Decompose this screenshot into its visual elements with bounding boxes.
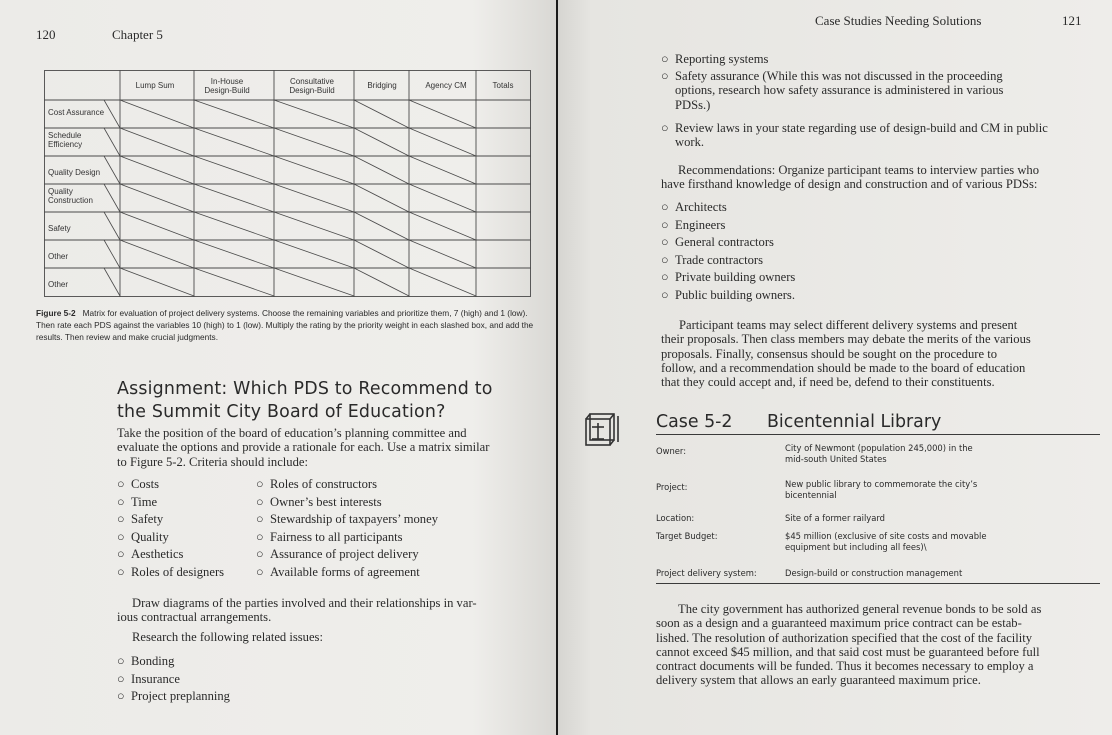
parties-list — [661, 199, 795, 305]
info-value-delivery-system: Design-build or construction management — [785, 568, 963, 578]
cell-slash — [120, 156, 194, 184]
cell-slash — [354, 156, 409, 184]
cell-slash — [274, 240, 354, 268]
matrix-col-header: In-House Design-Build — [204, 77, 250, 95]
cell-slash — [120, 268, 194, 296]
cell-slash — [409, 268, 476, 296]
cell-slash — [194, 156, 274, 184]
bullet-circle-icon: ○ — [256, 547, 264, 562]
text-line: ious contractual arrangements. — [117, 610, 272, 625]
cell-slash — [409, 156, 476, 184]
info-label-budget: Target Budget: — [656, 531, 718, 541]
matrix-col-header: Lump Sum — [135, 81, 175, 90]
info-label-delivery-system: Project delivery system: — [656, 568, 757, 578]
matrix-row-header: Other — [48, 280, 69, 289]
criteria-list-right — [256, 476, 438, 582]
bullet-circle-icon: ○ — [256, 564, 264, 579]
bullet-circle-icon: ○ — [117, 654, 125, 668]
cell-slash — [354, 212, 409, 240]
list-item: ○ Public building owners. — [661, 287, 795, 305]
bullet-circle-icon: ○ — [117, 512, 125, 527]
cell-slash — [409, 184, 476, 212]
row-header-slash — [104, 184, 120, 212]
list-item-review-laws: ○ Review laws in your state regarding use of design-build and CM in public work. — [661, 121, 1048, 150]
info-label-owner: Owner: — [656, 446, 687, 456]
bullet-circle-icon: ○ — [117, 671, 125, 686]
list-item: ○ General contractors — [661, 234, 795, 252]
list-item: ○ Roles of constructors — [256, 476, 438, 494]
research-paragraph: Research the following related issues: — [132, 630, 323, 644]
info-value-budget: $45 million (exclusive of site costs and movable equipment but including all fees)\ — [785, 531, 987, 552]
list-item: ○ Fairness to all participants — [256, 529, 438, 547]
text-line: to Figure 5-2. Criteria should include: — [117, 454, 308, 469]
text-line: evaluate the options and provide a rationale for each. Use a matrix similar — [117, 440, 490, 455]
bullet-circle-icon: ○ — [117, 689, 125, 704]
bullet-circle-icon: ○ — [661, 121, 669, 135]
bullet-circle-icon: ○ — [117, 477, 125, 491]
matrix-row-header: Safety — [48, 224, 71, 233]
info-table-rule — [656, 583, 1100, 584]
list-item-safety: ○ Safety assurance (While this was not discussed in the proceeding options, research how safety assurance is administered in various PDSs.) — [661, 69, 1004, 112]
page-number-left: 120 — [36, 27, 56, 42]
criteria-list-left — [117, 476, 224, 582]
list-item: ○ Private building owners — [661, 269, 795, 287]
bullet-circle-icon: ○ — [117, 547, 125, 562]
cell-slash — [274, 268, 354, 296]
bullet-circle-icon: ○ — [256, 512, 264, 527]
case-title-rule — [656, 434, 1100, 435]
cell-slash — [120, 128, 194, 156]
list-item: ○ Available forms of agreement — [256, 564, 438, 582]
matrix-row-header: Quality Construction — [48, 187, 93, 205]
text-line: Take the position of the board of education’s planning committee and — [117, 426, 467, 440]
recommendations-paragraph: Recommendations: Organize participant teams to interview parties who have firsthand knowledge of design and construction and of various PDSs: — [661, 163, 1040, 192]
teams-paragraph: Participant teams may select different delivery systems and present their proposals. Then class members may debate the merits of the various proposals. Finally, consensus should be sought on the procedure to follow, and a recommendation should be made to the board of education that they could accept and, if need be, defend to their constituents. — [661, 318, 1031, 390]
figure-caption — [36, 307, 536, 343]
cell-slash — [409, 240, 476, 268]
page-number-right: 121 — [1062, 13, 1082, 28]
bullet-circle-icon: ○ — [661, 287, 669, 302]
text-line: Draw diagrams of the parties involved and their relationships in var- — [132, 596, 477, 610]
info-value-project: New public library to commemorate the city’s bicentennial — [785, 479, 978, 500]
closing-paragraph: The city government has authorized general revenue bonds to be sold as soon as a design and a guaranteed maximum price contract can be estab- lished. The resolution of authorization specified that the cost of the facility cannot exceed $45 million, and that said cost must be guaranteed before full contract documents will be funded. Thus it becomes necessary to employ a delivery system that allows an early guaranteed maximum price. — [656, 602, 1042, 688]
cell-slash — [274, 184, 354, 212]
issues-list — [117, 653, 230, 706]
matrix-row-header: Quality Design — [48, 168, 101, 177]
case-name: Bicentennial Library — [767, 412, 942, 432]
assignment-title-line-1: Assignment: Which PDS to Recommend to — [117, 379, 493, 399]
cell-slash — [274, 212, 354, 240]
list-item: ○ Reporting systems — [661, 51, 768, 69]
list-item: ○ Costs — [117, 476, 224, 494]
bullet-circle-icon: ○ — [117, 529, 125, 544]
cell-slash — [120, 240, 194, 268]
cell-slash — [194, 128, 274, 156]
figure-caption-text: Matrix for evaluation of project delivery systems. Choose the remaining variables and prioritize them, 7 (high) and 1 (low). Then rate each PDS against the variables 10 (high) to 1 (low). Multiply the rating by the priority weight in each slashed box, and add the results. Then review and make crucial judgments. — [36, 308, 534, 342]
cell-slash — [194, 100, 274, 128]
bullet-circle-icon: ○ — [661, 200, 669, 214]
cell-slash — [194, 184, 274, 212]
case-number: Case 5-2 — [656, 412, 733, 432]
info-label-project: Project: — [656, 482, 688, 492]
cell-slash — [274, 128, 354, 156]
cell-slash — [354, 184, 409, 212]
list-item: ○ Assurance of project delivery — [256, 546, 438, 564]
assignment-intro — [117, 426, 489, 469]
info-label-location: Location: — [656, 513, 695, 523]
list-item: ○ Safety — [117, 511, 224, 529]
figure-label: Figure 5-2 — [36, 308, 76, 318]
cell-slash — [409, 212, 476, 240]
list-item: ○ Insurance — [117, 671, 230, 689]
bullet-circle-icon: ○ — [661, 235, 669, 250]
cell-slash — [354, 100, 409, 128]
cell-slash — [120, 212, 194, 240]
assignment-title-line-2: the Summit City Board of Education? — [117, 402, 446, 422]
list-item: ○ Architects — [661, 199, 795, 217]
issues-list-continued — [661, 51, 768, 69]
list-item: ○ Engineers — [661, 217, 795, 235]
bullet-circle-icon: ○ — [256, 477, 264, 491]
running-head-right: Case Studies Needing Solutions — [815, 13, 982, 28]
bullet-circle-icon: ○ — [661, 252, 669, 267]
running-head-left: Chapter 5 — [112, 27, 163, 42]
cell-slash — [354, 240, 409, 268]
cell-slash — [194, 268, 274, 296]
bullet-circle-icon: ○ — [661, 52, 669, 66]
list-item: ○ Aesthetics — [117, 546, 224, 564]
bullet-circle-icon: ○ — [117, 564, 125, 579]
cell-slash — [194, 240, 274, 268]
cell-slash — [120, 184, 194, 212]
cell-slash — [409, 128, 476, 156]
info-value-location: Site of a former railyard — [785, 513, 885, 523]
cell-slash — [354, 128, 409, 156]
matrix-grid — [44, 70, 534, 300]
bullet-circle-icon: ○ — [661, 217, 669, 232]
list-item: ○ Time — [117, 494, 224, 512]
row-header-slash — [104, 128, 120, 156]
list-item: ○ Owner’s best interests — [256, 494, 438, 512]
bullet-circle-icon: ○ — [661, 69, 669, 83]
case-study-icon — [584, 410, 622, 448]
cell-slash — [120, 100, 194, 128]
list-item: ○ Bonding — [117, 653, 230, 671]
bullet-circle-icon: ○ — [661, 270, 669, 285]
list-item: ○ Project preplanning — [117, 688, 230, 706]
list-item: ○ Trade contractors — [661, 252, 795, 270]
info-value-owner: City of Newmont (population 245,000) in the mid-south United States — [785, 443, 973, 464]
matrix-col-header: Bridging — [367, 81, 397, 90]
cell-slash — [274, 100, 354, 128]
cell-slash — [354, 268, 409, 296]
matrix-row-header: Cost Assurance — [48, 108, 105, 117]
matrix-row-header: Other — [48, 252, 69, 261]
list-item: ○ Quality — [117, 529, 224, 547]
bullet-circle-icon: ○ — [256, 529, 264, 544]
right-page — [558, 0, 1112, 735]
matrix-col-header: Totals — [492, 81, 514, 90]
diagrams-paragraph — [117, 596, 477, 625]
bullet-circle-icon: ○ — [117, 494, 125, 509]
matrix-row-header: Schedule Efficiency — [48, 131, 83, 149]
matrix-col-header: Agency CM — [425, 81, 467, 90]
cell-slash — [409, 100, 476, 128]
list-item: ○ Stewardship of taxpayers’ money — [256, 511, 438, 529]
cell-slash — [194, 212, 274, 240]
list-item: ○ Roles of designers — [117, 564, 224, 582]
matrix-col-header: Consultative Design-Build — [289, 77, 335, 95]
bullet-circle-icon: ○ — [256, 494, 264, 509]
cell-slash — [274, 156, 354, 184]
